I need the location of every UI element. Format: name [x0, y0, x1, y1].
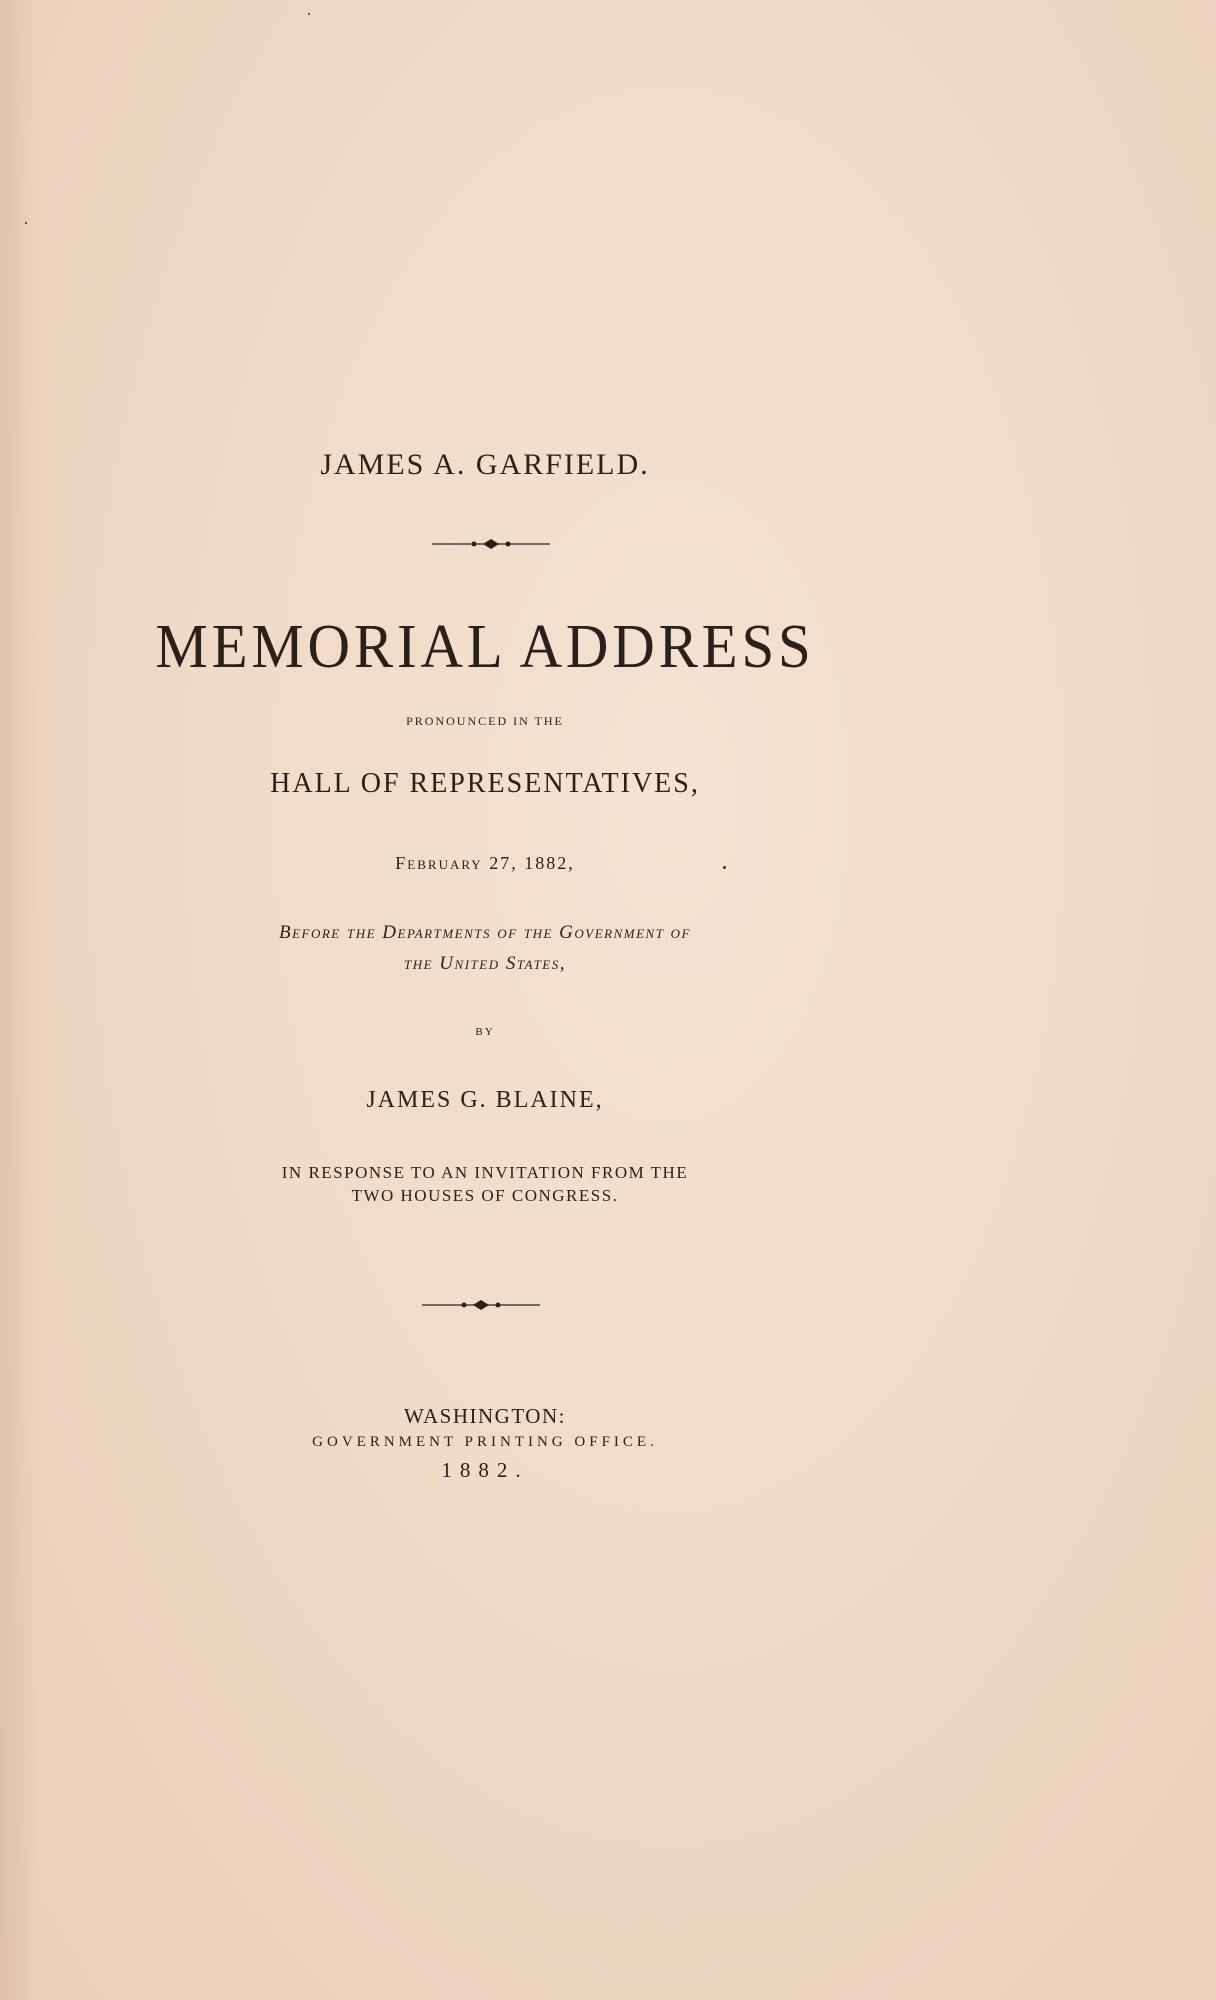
occasion-line-1: IN RESPONSE TO AN INVITATION FROM THE: [281, 1163, 689, 1182]
diamond-rule-ornament-icon: [422, 1298, 540, 1312]
paper-speck: [308, 13, 310, 15]
occasion-line-2: TWO HOUSES OF CONGRESS.: [351, 1186, 619, 1205]
diamond-rule-ornament-icon: [432, 537, 550, 551]
subject-heading: JAMES A. GARFIELD.: [320, 448, 650, 481]
by-line: BY: [475, 1026, 495, 1038]
paper-speck: [25, 222, 27, 224]
paper-speck: [723, 866, 726, 869]
imprint-city: WASHINGTON:: [404, 1404, 566, 1428]
page-edge-shadow: [0, 0, 40, 2000]
imprint-printer: GOVERNMENT PRINTING OFFICE.: [312, 1434, 658, 1450]
date-line: February 27, 1882,: [395, 853, 575, 873]
main-title: MEMORIAL ADDRESS: [155, 613, 815, 681]
imprint-year: 1882.: [441, 1458, 529, 1482]
audience-line-2: the United States,: [404, 953, 566, 974]
pronounced-line: PRONOUNCED IN THE: [406, 714, 564, 728]
venue-line: HALL OF REPRESENTATIVES,: [270, 768, 700, 799]
audience-line-1: Before the Departments of the Government of: [278, 922, 692, 943]
author-name: JAMES G. BLAINE,: [366, 1087, 604, 1113]
